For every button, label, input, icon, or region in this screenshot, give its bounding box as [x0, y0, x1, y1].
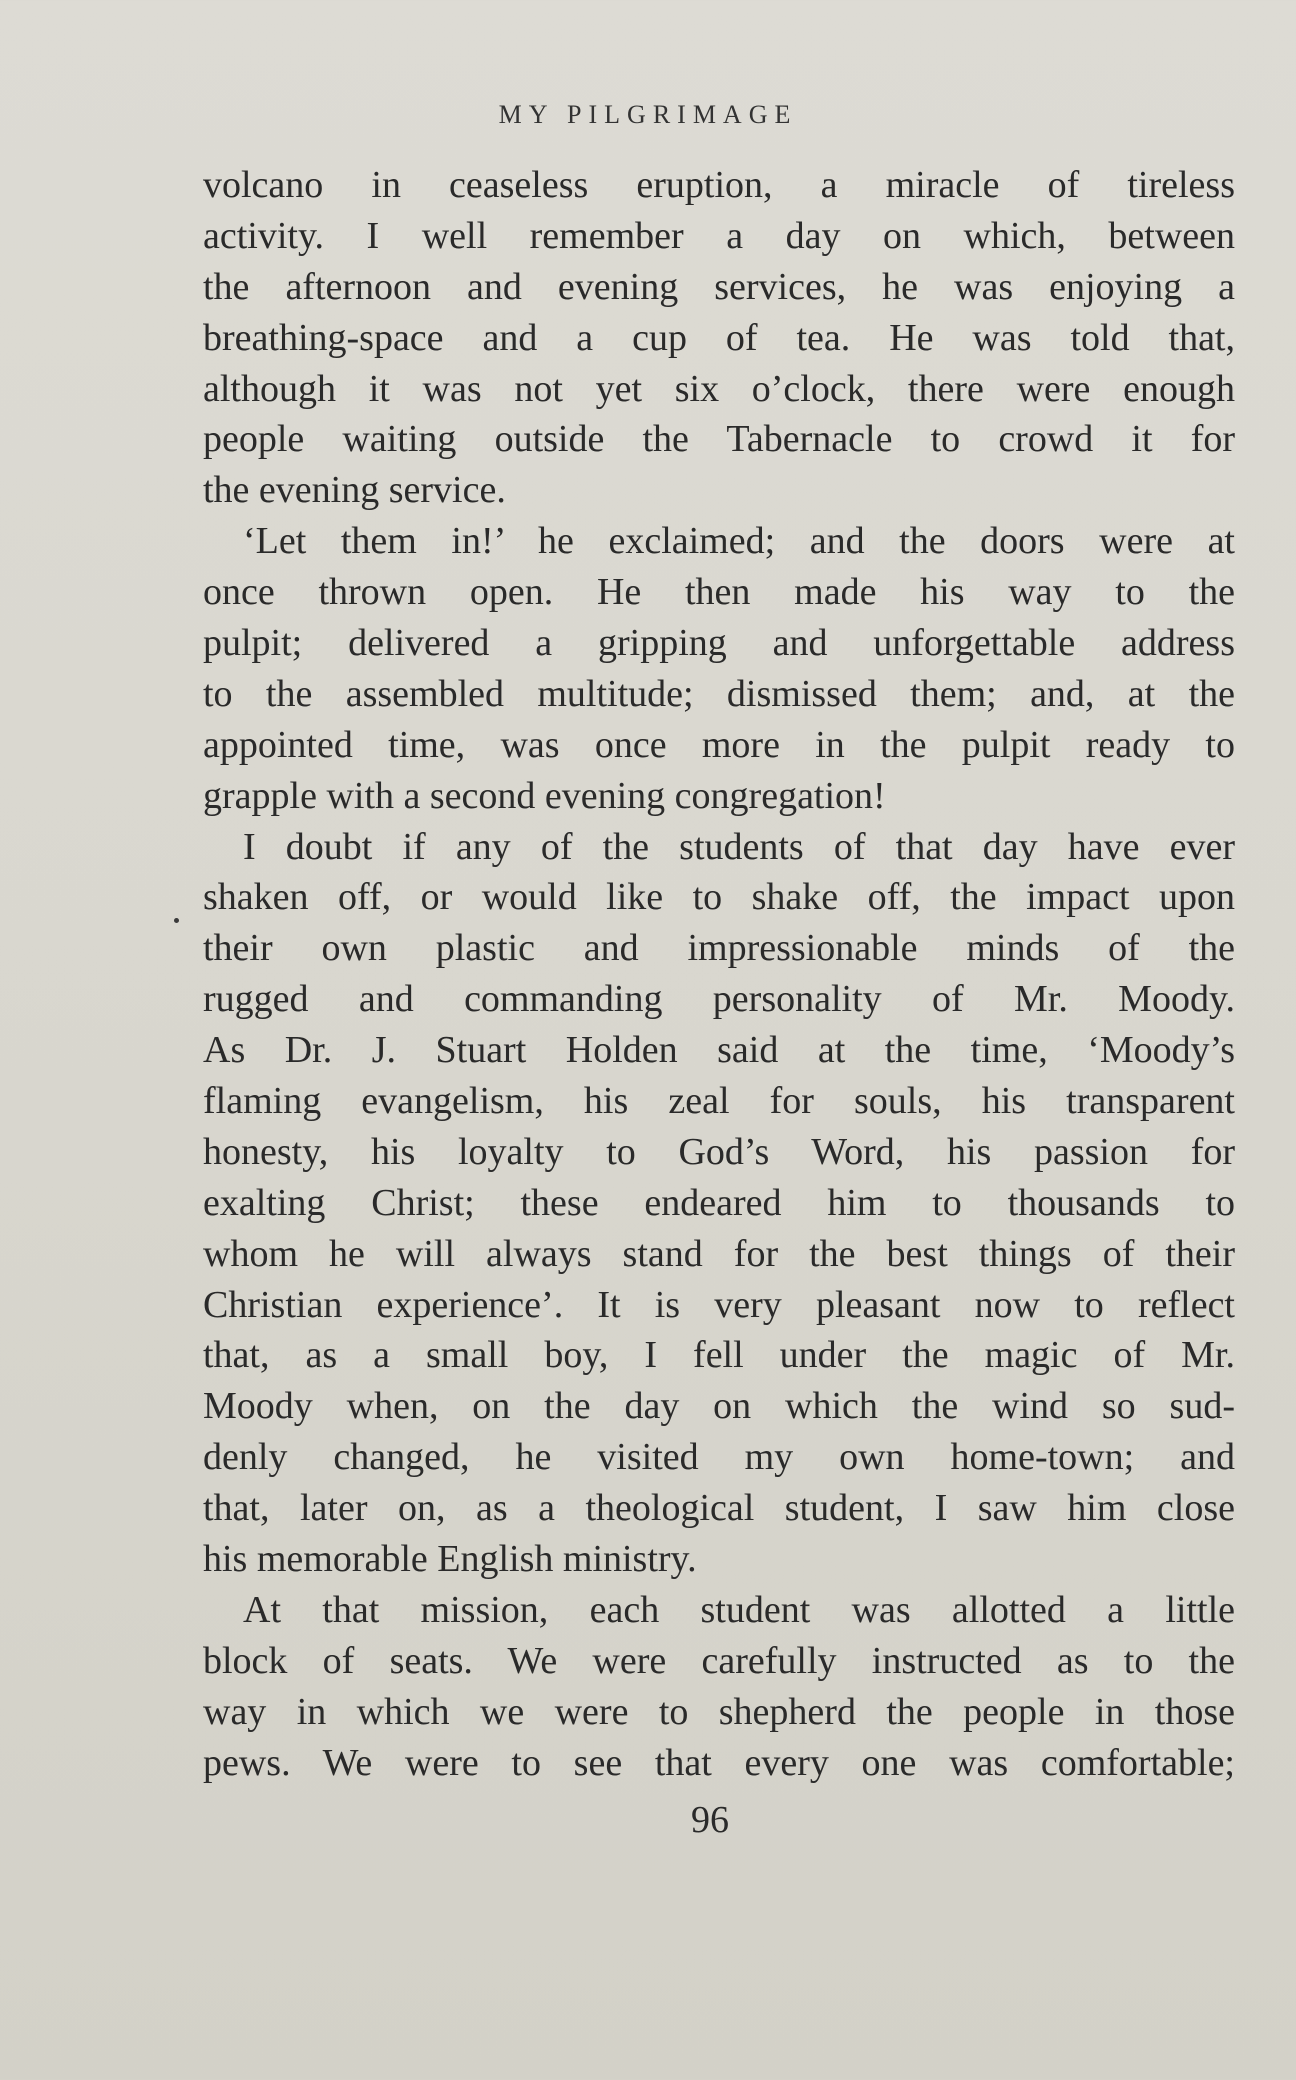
text-line: once thrown open. He then made his way to the: [203, 571, 1235, 614]
text-line: ‘Let them in!’ he exclaimed; and the doors were at: [243, 520, 1235, 563]
text-line: their own plastic and impressionable minds of the: [203, 927, 1235, 970]
running-head: MY PILGRIMAGE: [498, 100, 798, 129]
text-line: the evening service.: [203, 469, 506, 512]
text-line: honesty, his loyalty to God’s Word, his passion for: [203, 1130, 1235, 1173]
text-line: that, as a small boy, I fell under the magic of Mr.: [203, 1334, 1235, 1377]
text-line: activity. I well remember a day on which, between: [203, 214, 1235, 257]
text-line: Moody when, on the day on which the wind so sud-: [203, 1385, 1235, 1428]
text-line: I doubt if any of the students of that day have ever: [243, 825, 1235, 868]
text-line: breathing-space and a cup of tea. He was told that,: [203, 316, 1235, 359]
text-line: his memorable English ministry.: [203, 1538, 697, 1581]
text-line: whom he will always stand for the best things of their: [203, 1232, 1235, 1275]
text-line: appointed time, was once more in the pulpit ready to: [203, 723, 1235, 766]
text-line: way in which we were to shepherd the people in those: [203, 1690, 1235, 1733]
text-line: pews. We were to see that every one was comfortable;: [203, 1741, 1235, 1784]
text-line: denly changed, he visited my own home-town; and: [203, 1436, 1235, 1479]
text-line: although it was not yet six o’clock, there were enough: [203, 367, 1235, 410]
text-line: to the assembled multitude; dismissed them; and, at the: [203, 672, 1235, 715]
text-line: people waiting outside the Tabernacle to crowd it for: [203, 418, 1235, 461]
text-line: shaken off, or would like to shake off, the impact upon: [203, 876, 1235, 919]
body-text: [203, 160, 1235, 1789]
text-line: exalting Christ; these endeared him to thousands to: [203, 1181, 1235, 1224]
text-line: Christian experience’. It is very pleasant now to reflect: [203, 1283, 1235, 1326]
text-line: grapple with a second evening congregation!: [203, 774, 886, 817]
text-line: the afternoon and evening services, he was enjoying a: [203, 265, 1235, 308]
text-line: that, later on, as a theological student, I saw him close: [203, 1487, 1235, 1530]
text-line: volcano in ceaseless eruption, a miracle of tireless: [203, 164, 1235, 206]
text-line: block of seats. We were carefully instructed as to the: [203, 1639, 1235, 1682]
text-line: pulpit; delivered a gripping and unforgettable address: [203, 622, 1235, 665]
text-line: At that mission, each student was allotted a little: [243, 1588, 1235, 1631]
text-line: As Dr. J. Stuart Holden said at the time, ‘Moody’s: [203, 1029, 1235, 1072]
paper-speck: [174, 918, 179, 923]
text-line: flaming evangelism, his zeal for souls, his transparent: [203, 1080, 1235, 1123]
text-line: rugged and commanding personality of Mr. Moody.: [203, 978, 1235, 1021]
page-number: 96: [691, 1799, 729, 1841]
